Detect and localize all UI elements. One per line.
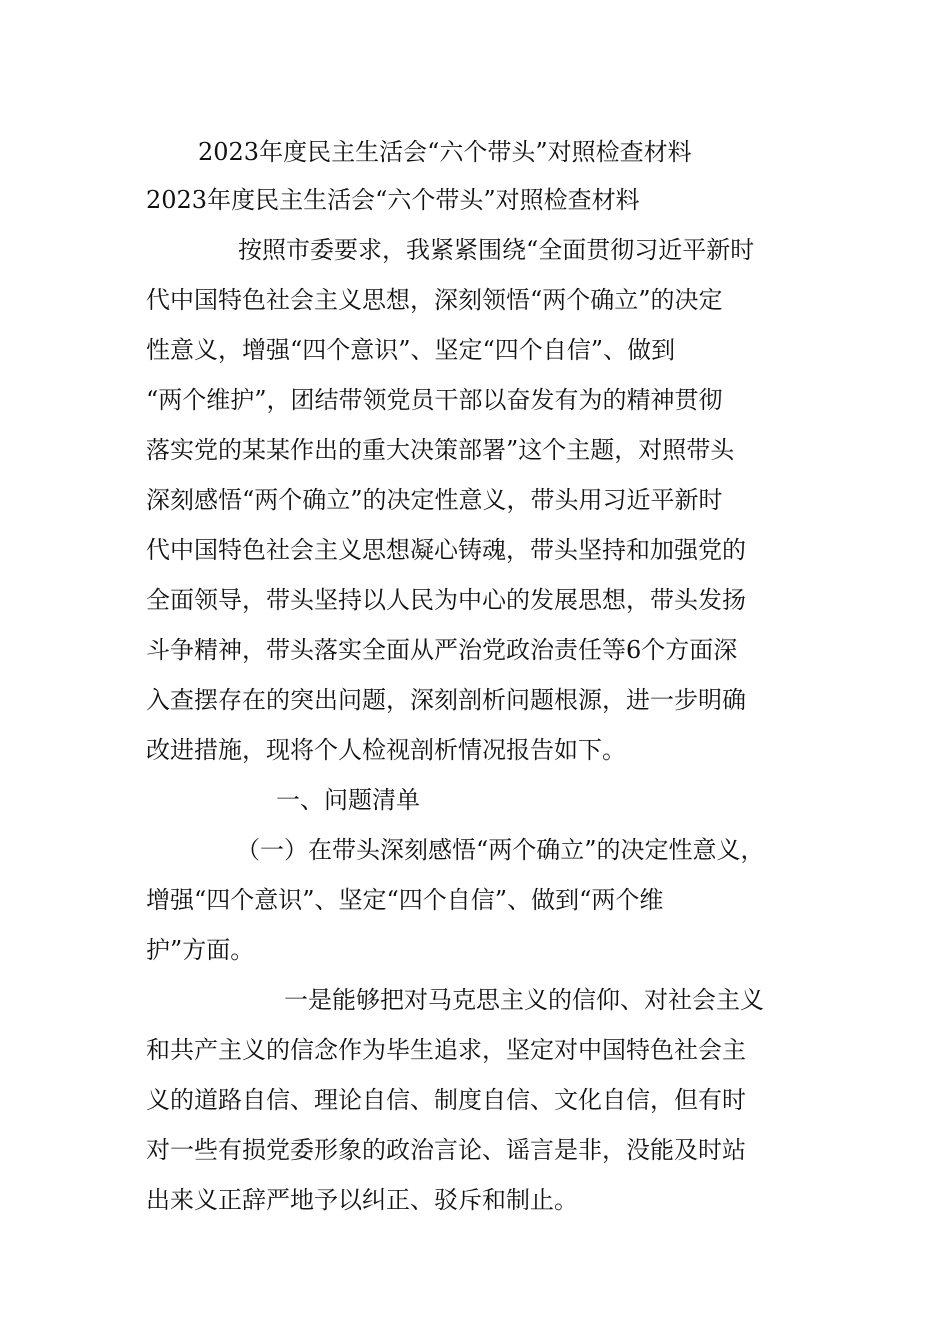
intro-line: 改进措施，现将个人检视剖析情况报告如下。 <box>146 736 626 764</box>
intro-line: 代中国特色社会主义思想凝心铸魂，带头坚持和加强党的 <box>146 536 746 564</box>
section-heading: 一、问题清单 <box>276 786 420 814</box>
item-line: 出来义正辞严地予以纠正、驳斥和制止。 <box>146 1186 578 1214</box>
intro-line: 按照市委要求，我紧紧围绕“全面贯彻习近平新时 <box>238 236 755 264</box>
intro-line: 全面领导，带头坚持以人民为中心的发展思想，带头发扬 <box>146 586 746 614</box>
intro-line: 落实党的某某作出的重大决策部署”这个主题，对照带头 <box>146 436 735 464</box>
subsection-line: 增强“四个意识”、坚定“四个自信”、做到“两个维 <box>146 886 664 914</box>
subsection-line: （一）在带头深刻感悟“两个确立”的决定性意义， <box>236 836 765 864</box>
subsection-line: 护”方面。 <box>146 936 255 964</box>
document-title: 2023年度民主生活会“六个带头”对照检查材料 <box>146 186 640 214</box>
item-line: 一是能够把对马克思主义的信仰、对社会主义 <box>284 986 764 1014</box>
intro-line: 入查摆存在的突出问题，深刻剖析问题根源，进一步明确 <box>146 686 746 714</box>
intro-line: 性意义，增强“四个意识”、坚定“四个自信”、做到 <box>146 336 676 364</box>
item-line: 义的道路自信、理论自信、制度自信、文化自信，但有时 <box>146 1086 746 1114</box>
intro-line: 代中国特色社会主义思想，深刻领悟“两个确立”的决定 <box>146 286 723 314</box>
item-line: 和共产主义的信念作为毕生追求，坚定对中国特色社会主 <box>146 1036 746 1064</box>
intro-line: 斗争精神，带头落实全面从严治党政治责任等6个方面深 <box>146 636 738 664</box>
item-line: 对一些有损党委形象的政治言论、谣言是非，没能及时站 <box>146 1136 746 1164</box>
document-title-centered: 2023年度民主生活会“六个带头”对照检查材料 <box>198 138 692 166</box>
intro-line: “两个维护”，团结带领党员干部以奋发有为的精神贯彻 <box>146 386 723 414</box>
intro-line: 深刻感悟“两个确立”的决定性意义，带头用习近平新时 <box>146 486 723 514</box>
